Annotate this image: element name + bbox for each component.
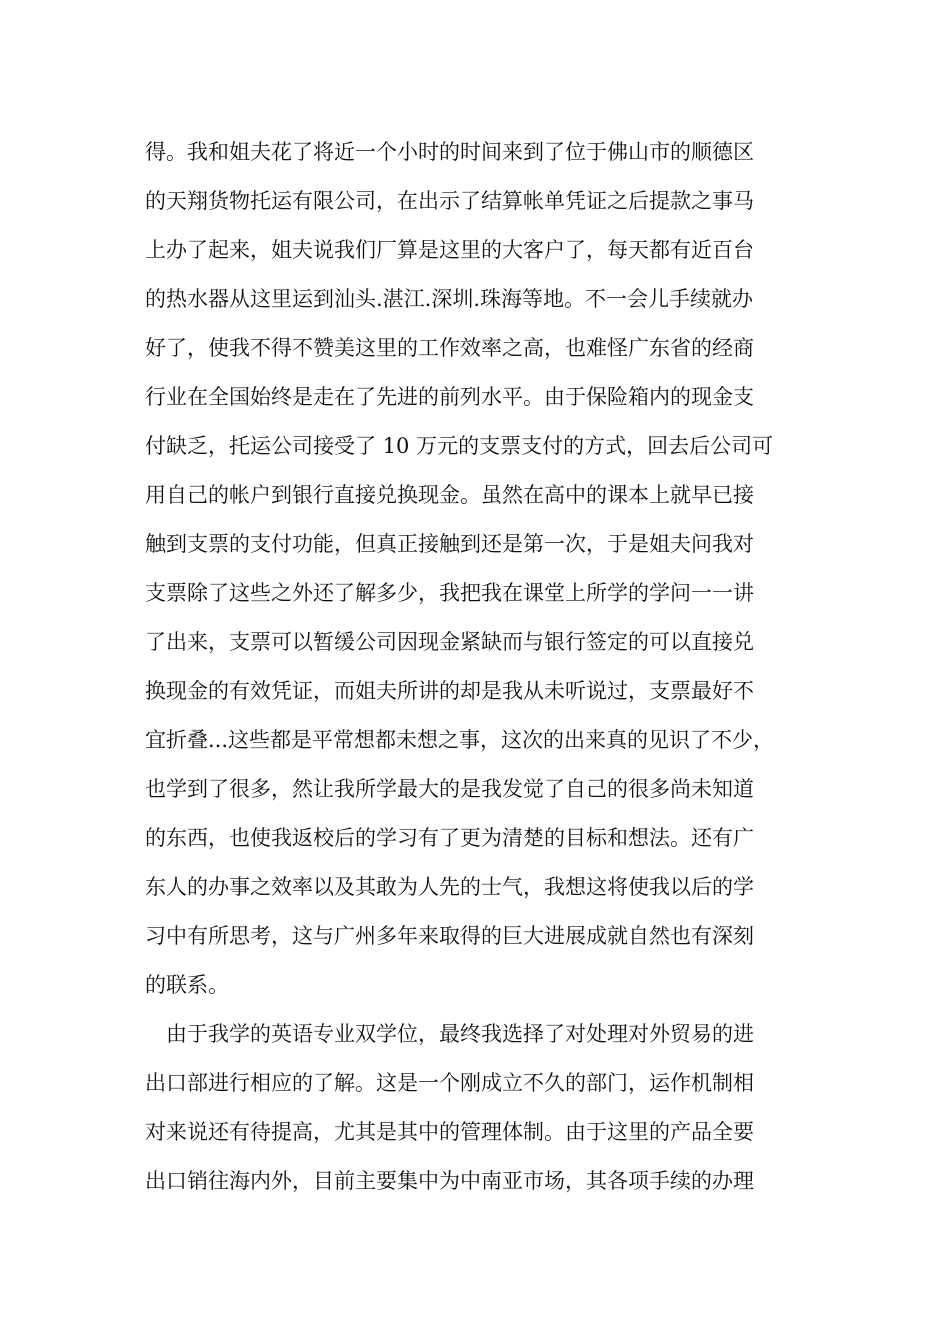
text-line: 好了，使我不得不赞美这里的工作效率之高，也难怪广东省的经商 bbox=[145, 336, 754, 360]
text-line: 得。我和姐夫花了将近一个小时的时间来到了位于佛山市的顺德区 bbox=[145, 140, 754, 164]
text-line: 的天翔货物托运有限公司，在出示了结算帐单凭证之后提款之事马 bbox=[145, 189, 754, 213]
text-line: 出口部进行相应的了解。这是一个刚成立不久的部门，运作机制相 bbox=[145, 1071, 754, 1095]
text-line: 支票除了这些之外还了解多少，我把我在课堂上所学的学问一一讲 bbox=[145, 581, 754, 605]
text-line: 触到支票的支付功能，但真正接触到还是第一次，于是姐夫问我对 bbox=[145, 532, 754, 556]
text-line: 出口销往海内外，目前主要集中为中南亚市场，其各项手续的办理 bbox=[145, 1169, 754, 1193]
body-text bbox=[145, 128, 825, 1206]
text-line: 换现金的有效凭证，而姐夫所讲的却是我从未听说过，支票最好不 bbox=[145, 679, 754, 703]
text-line: 上办了起来，姐夫说我们厂算是这里的大客户了，每天都有近百台 bbox=[145, 238, 754, 262]
text-line: 用自己的帐户到银行直接兑换现金。虽然在高中的课本上就早已接 bbox=[145, 483, 754, 507]
text-line: 了出来，支票可以暂缓公司因现金紧缺而与银行签定的可以直接兑 bbox=[145, 630, 754, 654]
text-line: 由于我学的英语专业双学位，最终我选择了对处理对外贸易的进 bbox=[166, 1022, 754, 1046]
text-line: 对来说还有待提高，尤其是其中的管理体制。由于这里的产品全要 bbox=[145, 1120, 754, 1144]
text-line: 习中有所思考，这与广州多年来取得的巨大进展成就自然也有深刻 bbox=[145, 924, 754, 948]
text-line: 的联系。 bbox=[145, 973, 229, 997]
text-line: 东人的办事之效率以及其敢为人先的士气，我想这将使我以后的学 bbox=[145, 875, 754, 899]
text-line: 宜折叠...这些都是平常想都未想之事，这次的出来真的见识了不少， bbox=[145, 728, 775, 752]
paragraph-2 bbox=[145, 1010, 825, 1206]
text-line: 付缺乏，托运公司接受了 10 万元的支票支付的方式，回去后公司可 bbox=[145, 434, 774, 458]
text-line: 也学到了很多，然让我所学最大的是我发觉了自己的很多尚未知道 bbox=[145, 777, 754, 801]
text-line: 行业在全国始终是走在了先进的前列水平。由于保险箱内的现金支 bbox=[145, 385, 754, 409]
paragraph-1 bbox=[145, 128, 825, 1010]
text-line: 的热水器从这里运到汕头.湛江.深圳.珠海等地。不一会儿手续就办 bbox=[145, 287, 754, 311]
text-line: 的东西，也使我返校后的学习有了更为清楚的目标和想法。还有广 bbox=[145, 826, 754, 850]
